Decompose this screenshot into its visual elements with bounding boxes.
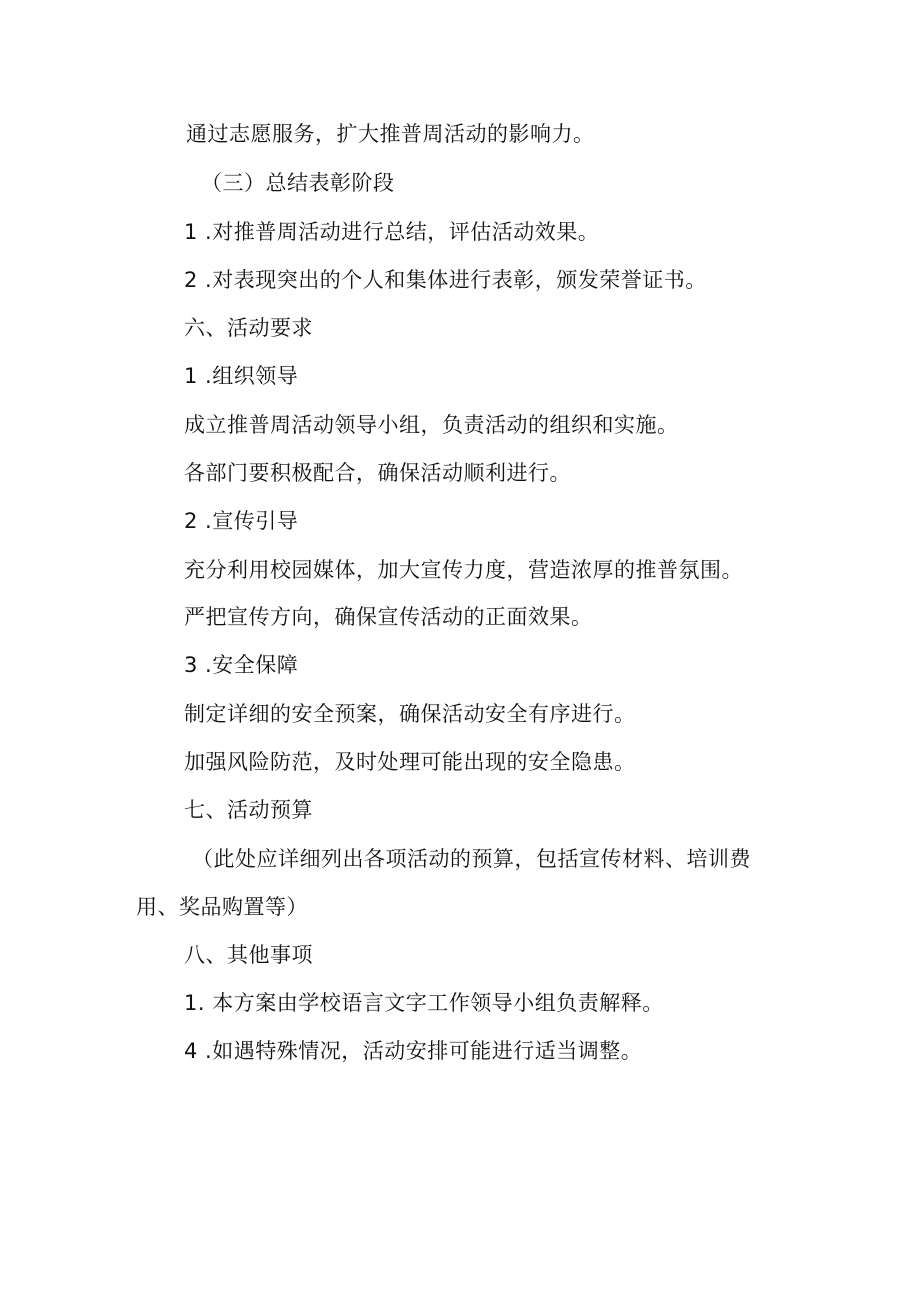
- section-heading: 七、活动预算: [184, 798, 313, 822]
- list-item: 2 .对表现突出的个人和集体进行表彰，颁发荣誉证书。: [184, 268, 707, 292]
- list-item: 3 .安全保障: [184, 653, 299, 677]
- text-line: 严把宣传方向，确保宣传活动的正面效果。: [184, 605, 593, 629]
- section-heading: （三）总结表彰阶段: [201, 171, 395, 195]
- list-item: 4 .如遇特殊情况，活动安排可能进行适当调整。: [184, 1039, 643, 1063]
- list-item: 1 .对推普周活动进行总结，评估活动效果。: [184, 220, 600, 244]
- section-heading: 六、活动要求: [184, 316, 313, 340]
- list-item: 1 .组织领导: [184, 364, 299, 388]
- text-line: 加强风险防范，及时处理可能出现的安全隐患。: [184, 750, 636, 774]
- text-line: 制定详细的安全预案，确保活动安全有序进行。: [184, 702, 636, 726]
- list-item: 2 .宣传引导: [184, 509, 299, 533]
- text-line: 通过志愿服务，扩大推普周活动的影响力。: [186, 122, 595, 146]
- list-item: 1. 本方案由学校语言文字工作领导小组负责解释。: [184, 991, 664, 1015]
- text-line: （此处应详细列出各项活动的预算，包括宣传材料、培训费: [192, 847, 751, 871]
- text-line: 成立推普周活动领导小组，负责活动的组织和实施。: [184, 413, 679, 437]
- text-line: 用、奖品购置等）: [136, 895, 308, 919]
- text-line: 各部门要积极配合，确保活动顺利进行。: [184, 461, 571, 485]
- section-heading: 八、其他事项: [184, 943, 313, 967]
- text-line: 充分利用校园媒体，加大宣传力度，营造浓厚的推普氛围。: [184, 558, 743, 582]
